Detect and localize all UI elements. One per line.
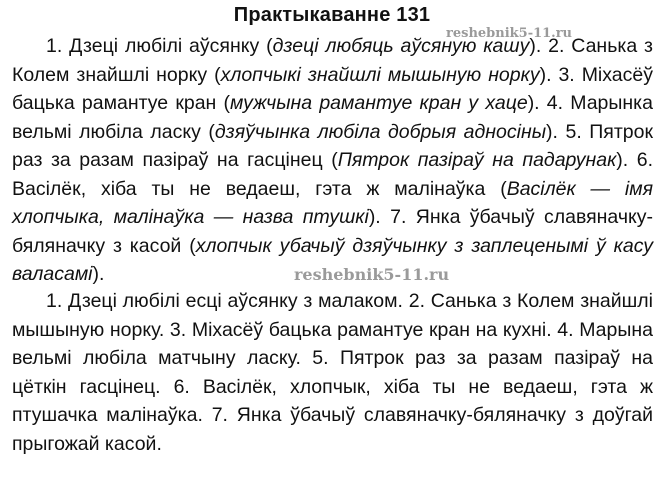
sentence-text: 1. Дзеці любілі аўсянку ( [46, 35, 273, 57]
sentence-text: ). 7. Янка ўбачыў славяначку-бяляначку з касой ( [12, 206, 654, 257]
sentence-text: ). 6. Васілёк, хіба ты не ведаеш, гэта ж малінаўка ( [12, 149, 653, 200]
sentence-text: ). [92, 263, 105, 285]
italic-explanation: дзеці любяць аўсяную кашу [272, 35, 530, 57]
exercise-title: Практыкаванне 131 [233, 4, 431, 26]
sentence-text: ). 5. Пятрок раз за разам пазіраў на гасцінец ( [12, 120, 653, 171]
italic-explanation: хлопчыкі знайшлі мышыную норку [220, 63, 540, 86]
watermark-top: reshebnik5-11.ru [446, 26, 573, 41]
paragraph-explanations [12, 32, 653, 289]
italic-explanation: хлопчык убачыў дзяўчынку з заплеценымі ў касу валасамі [12, 234, 653, 285]
italic-explanation: дзяўчынка любіла добрыя адносіны [214, 120, 547, 143]
watermark-middle: reshebnik5-11.ru [294, 265, 450, 284]
paragraph-sentences-text: 1. Дзеці любілі есці аўсянку з малаком. 2. Санька з Колем знайшлі мышыную норку. 3. Міхасёў бацька рамантуе кран на кухні. 4. Марына вельмі любіла матчыну ласку. 5. Пятрок раз за разам пазіраў на цёткін гасцінец. 6. Васілёк, хлопчык, хіба ты не ведаеш, гэта ж птушачка малінаўка. 7. Янка ўбачыў славяначку-бяляначку з доўгай прыгожай касой. [12, 290, 653, 455]
sentence-text: ). 2. Санька з Колем знайшлі норку ( [12, 35, 653, 86]
italic-explanation: Васілёк — імя хлопчыка, малінаўка — назва птушкі [12, 177, 654, 228]
italic-explanation: Пятрок пазіраў на падарунак [337, 149, 617, 171]
italic-explanation: мужчына рамантуе кран у хаце [230, 92, 528, 114]
sentence-text: ). 4. Марынка вельмі любіла ласку ( [12, 92, 653, 143]
paragraph-sentences [12, 287, 653, 458]
paragraph-explanations-body [12, 35, 653, 285]
sentence-text: ). 3. Міхасёў бацька рамантуе кран ( [12, 63, 653, 114]
